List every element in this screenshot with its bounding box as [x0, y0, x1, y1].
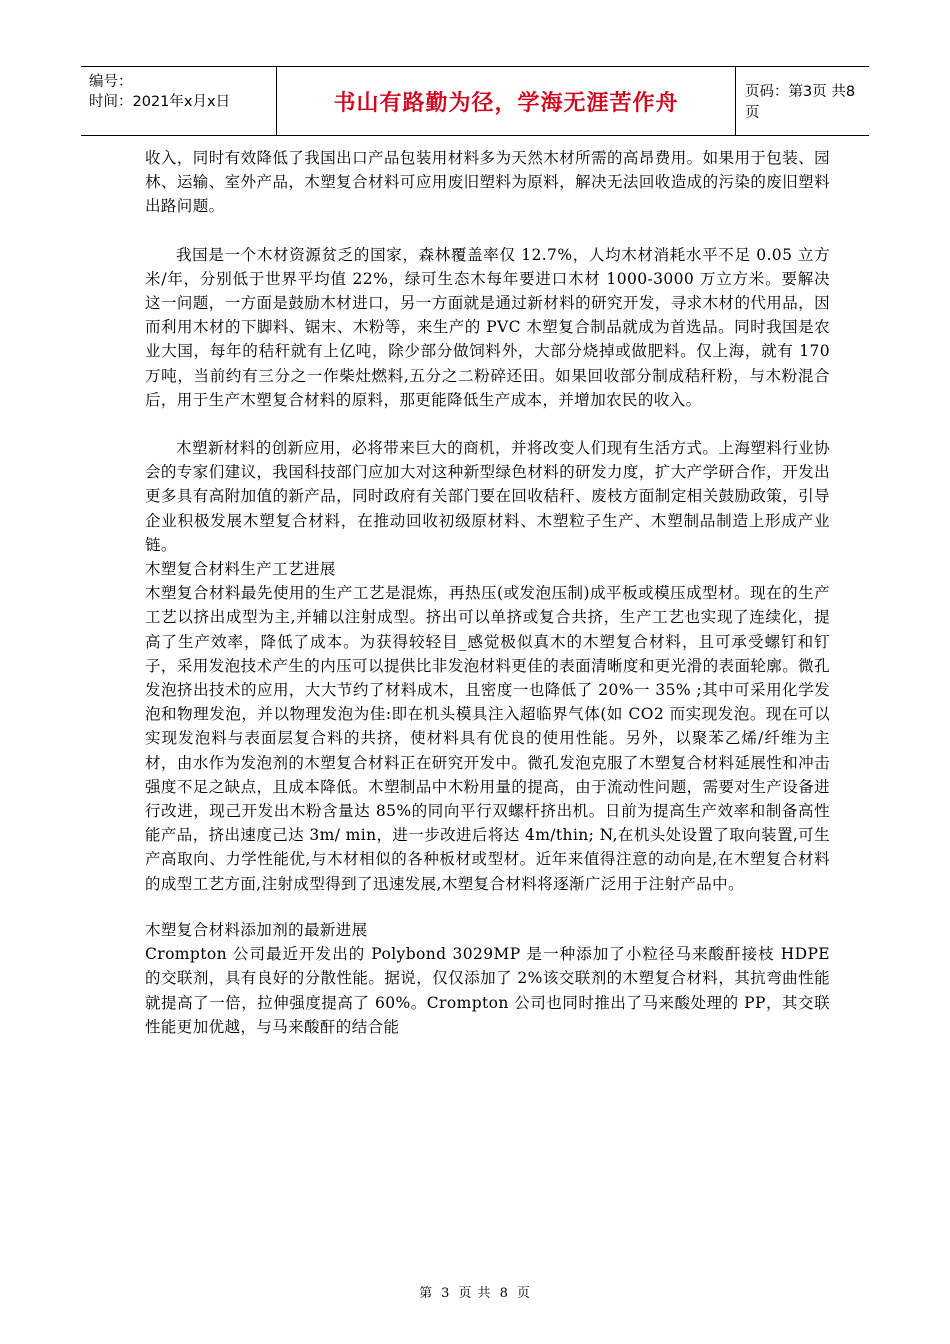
paragraph-innovation: 木塑新材料的创新应用，必将带来巨大的商机，并将改变人们现有生活方式。上海塑料行业协会的专家们建议，我国科技部门应加大对这种新型绿色材料的研发力度，扩大产学研合作，开发出更多具有高附加值的新产品，同时政府有关部门要在回收秸秆、废枝方面制定相关鼓励政策，引导企业积极发展木塑复合材料，在推动回收初级原材料、木塑粒子生产、木塑制品制造上形成产业链。 [145, 439, 830, 554]
paragraph-gap [145, 412, 830, 436]
header-motto-cell [276, 67, 736, 135]
section-heading-process: 木塑复合材料生产工艺进展 [145, 560, 336, 579]
paragraph-wood-resources: 我国是一个木材资源贫乏的国家，森林覆盖率仅 12.7%，人均木材消耗水平不足 0.05 立方米/年，分别低于世界平均值 22%，绿可生态木每年要进口木材 1000-3000 万立方米。要解决这一问题，一方面是鼓励木材进口，另一方面就是通过新材料的研究开发，寻求木材的代用品，因而利用木材的下脚料、锯末、木粉等，来生产的 PVC 木塑复合制品就成为首选品。同时我国是农业大国，每年的秸秆就有上亿吨，除少部分做饲料外，大部分烧掉或做肥料。仅上海，就有 170 万吨，当前约有三分之一作柴灶燃料,五分之二粉碎还田。如果回收部分制成秸秆粉，与木粉混合后，用于生产木塑复合材料的原料，那更能降低生产成本，并增加农民的收入。 [145, 245, 830, 409]
document-number: 编号： [89, 74, 133, 90]
paragraph-additives: Crompton 公司最近开发出的 Polybond 3029MP 是一种添加了小粒径马来酸酐接枝 HDPE 的交联剂，具有良好的分散性能。据说，仅仅添加了 2%该交联剂的木塑复合材料，其抗弯曲性能就提高了一倍，拉伸强度提高了 60%。Crompton 公司也同时推出了马来酸处理的 PP，其交联性能更加优越，与马来酸酐的结合能 [145, 945, 830, 1036]
footer-total: 8 [499, 1286, 509, 1301]
paragraph-continuation: 收入，同时有效降低了我国出口产品包装用材料多为天然木材所需的高昂费用。如果用于包装、园林、运输、室外产品，木塑复合材料可应用废旧塑料为原料，解决无法回收造成的污染的废旧塑料出路问题。 [145, 149, 830, 216]
document-time: 时间：2021年x月x日 [89, 94, 231, 110]
header-page-number: 页码：第3页 共8页 [745, 84, 856, 121]
footer-prefix: 第 [419, 1286, 434, 1301]
footer-middle: 页 共 [458, 1286, 492, 1301]
footer-page: 3 [441, 1286, 451, 1301]
section-heading-additives: 木塑复合材料添加剂的最新进展 [145, 920, 368, 939]
page-footer [0, 1282, 950, 1301]
footer-suffix: 页 [516, 1286, 531, 1301]
paragraph-gap [145, 219, 830, 243]
page-header [81, 66, 869, 136]
paragraph-process: 木塑复合材料最先使用的生产工艺是混炼，再热压(或发泡压制)成平板或模压成型材。现在的生产工艺以挤出成型为主,并辅以注射成型。挤出可以单挤或复合共挤，生产工艺也实现了连续化，提高了生产效率，降低了成本。为获得较轻目_感觉极似真木的木塑复合材料，且可承受螺钉和钉子，采用发泡技术产生的内压可以提供比非发泡材料更佳的表面清晰度和更光滑的表面轮廓。微孔发泡挤出技术的应用，大大节约了材料成木，且密度一也降低了 20%一 35% ;其中可采用化学发泡和物理发泡，并以物理发泡为佳:即在机头模具注入超临界气体(如 CO2 而实现发泡。现在可以实现发泡料与表面层复合料的共挤，使材料具有优良的使用性能。另外，以聚苯乙烯/纤维为主材，由水作为发泡剂的木塑复合材料正在研究开发中。微孔发泡克服了木塑复合材料延展性和冲击强度不足之缺点，且成本降低。木塑制品中木粉用量的提高，由于流动性问题，需要对生产设备进行改进，现己开发出木粉含量达 85%的同向平行双螺杆挤出机。日前为提高生产效率和制备高性能产品，挤出速度己达 3m/ min，进一步改进后将达 4m/thin; N,在机头处设置了取向装置,可生产高取向、力学性能优,与木材相似的各种板材或型材。近年来值得注意的动向是,在木塑复合材料的成型工艺方面,注射成型得到了迅速发展,木塑复合材料将逐渐广泛用于注射产品中。 [145, 584, 830, 893]
motto-text: 书山有路勤为径，学海无涯苦作舟 [333, 90, 679, 116]
document-body [145, 146, 830, 1039]
header-meta [81, 67, 276, 135]
paragraph-gap [145, 896, 830, 918]
